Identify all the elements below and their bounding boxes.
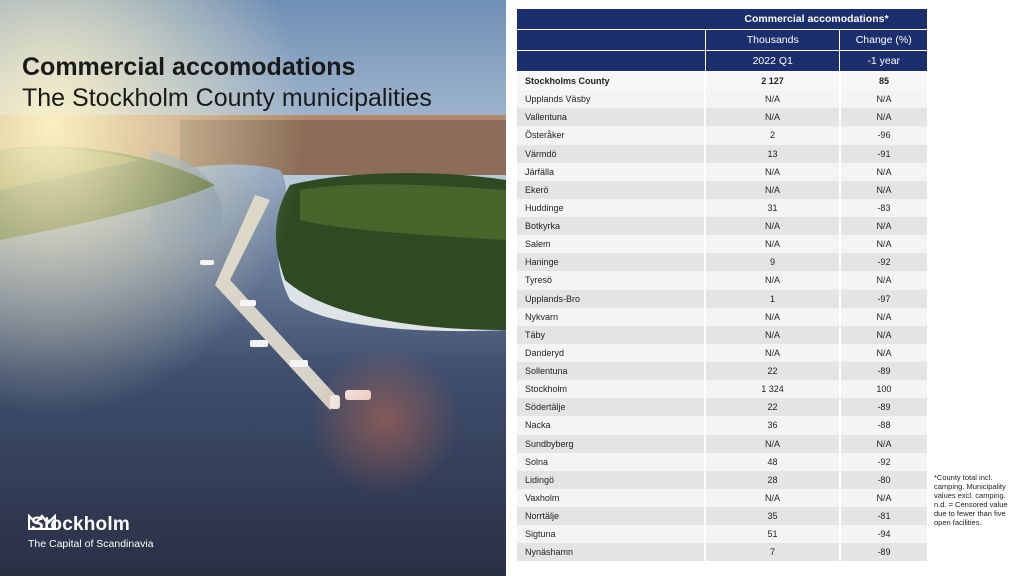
municipality-name: Täby <box>525 329 546 340</box>
municipality-name: Norrtälje <box>525 511 560 522</box>
table-row <box>517 253 927 271</box>
table-header-title-row <box>517 9 927 30</box>
table-row <box>517 108 927 126</box>
table-row <box>517 271 927 289</box>
value-thousands: N/A <box>704 344 839 362</box>
value-thousands: 22 <box>704 362 839 380</box>
logo-tagline: The Capital of Scandinavia <box>28 538 154 550</box>
value-thousands: N/A <box>704 217 839 235</box>
table-body <box>517 72 927 561</box>
slide-title <box>22 52 432 114</box>
municipality-name: Nacka <box>525 420 551 431</box>
table-row <box>517 290 927 308</box>
value-thousands: N/A <box>704 308 839 326</box>
col-period-header: 2022 Q1 <box>705 51 839 71</box>
aerial-photo <box>0 0 506 576</box>
change-percent: N/A <box>839 108 927 126</box>
change-percent: N/A <box>839 90 927 108</box>
value-thousands: 22 <box>704 398 839 416</box>
stockholm-logo <box>28 514 154 550</box>
change-percent: 100 <box>839 380 927 398</box>
footnote: *County total incl. camping. Municipality values excl. camping. n.d. = Censored value due to fewer than five open facilities. <box>934 473 1008 527</box>
table-row <box>517 126 927 144</box>
change-percent: -83 <box>839 199 927 217</box>
municipality-name: Järfälla <box>525 166 555 177</box>
table-row <box>517 326 927 344</box>
change-percent: -97 <box>839 290 927 308</box>
value-thousands: N/A <box>704 489 839 507</box>
table-row <box>517 507 927 525</box>
value-thousands: N/A <box>704 435 839 453</box>
table-row <box>517 525 927 543</box>
value-thousands: 31 <box>704 199 839 217</box>
table-row <box>517 489 927 507</box>
change-percent: -94 <box>839 525 927 543</box>
municipality-name: Sigtuna <box>525 529 556 540</box>
municipality-name: Stockholm <box>525 384 568 395</box>
change-percent: -80 <box>839 471 927 489</box>
value-thousands: 35 <box>704 507 839 525</box>
col-comparison-header: -1 year <box>839 51 927 71</box>
municipality-name: Solna <box>525 456 549 467</box>
change-percent: -89 <box>839 543 927 561</box>
municipality-name: Tyresö <box>525 275 553 286</box>
table-row <box>517 163 927 181</box>
change-percent: N/A <box>839 435 927 453</box>
table-row <box>517 453 927 471</box>
value-thousands: 51 <box>704 525 839 543</box>
municipality-name: Lidingö <box>525 474 555 485</box>
value-thousands: 48 <box>704 453 839 471</box>
table-row <box>517 471 927 489</box>
change-percent: -88 <box>839 416 927 434</box>
title-main: Commercial accomodations <box>22 53 356 81</box>
municipality-name: Stockholms County <box>525 76 610 87</box>
value-thousands: 28 <box>704 471 839 489</box>
municipality-name: Södertälje <box>525 402 566 413</box>
value-thousands: N/A <box>704 181 839 199</box>
table-row <box>517 145 927 163</box>
municipality-name: Nynäshamn <box>525 547 574 558</box>
table-row <box>517 380 927 398</box>
municipality-name: Haninge <box>525 257 559 268</box>
change-percent: N/A <box>839 181 927 199</box>
table-row <box>517 181 927 199</box>
value-thousands: N/A <box>704 326 839 344</box>
title-sub: The Stockholm County municipalities <box>22 84 432 112</box>
municipality-name: Ekerö <box>525 184 549 195</box>
change-percent: -89 <box>839 398 927 416</box>
table-header-columns-row <box>517 30 927 51</box>
logo-wordmark: Stockholm <box>31 514 130 535</box>
change-percent: N/A <box>839 326 927 344</box>
municipality-name: Sundbyberg <box>525 438 574 449</box>
table-header-period-row <box>517 51 927 72</box>
value-thousands: 7 <box>704 543 839 561</box>
value-thousands: N/A <box>704 90 839 108</box>
change-percent: N/A <box>839 235 927 253</box>
change-percent: -81 <box>839 507 927 525</box>
change-percent: N/A <box>839 344 927 362</box>
change-percent: N/A <box>839 271 927 289</box>
municipality-name: Nykvarn <box>525 311 559 322</box>
municipality-name: Huddinge <box>525 202 564 213</box>
municipality-name: Värmdö <box>525 148 557 159</box>
table-header-title: Commercial accomodations* <box>744 13 889 25</box>
municipality-name: Upplands-Bro <box>525 293 581 304</box>
change-percent: -89 <box>839 362 927 380</box>
municipality-name: Vaxholm <box>525 492 560 503</box>
municipality-name: Österåker <box>525 130 565 141</box>
value-thousands: 2 <box>704 126 839 144</box>
municipality-name: Upplands Väsby <box>525 94 591 105</box>
table-row <box>517 398 927 416</box>
accommodations-table <box>517 9 927 561</box>
table-row <box>517 72 927 90</box>
header-blank <box>517 30 705 50</box>
change-percent: -96 <box>839 126 927 144</box>
value-thousands: 9 <box>704 253 839 271</box>
change-percent: N/A <box>839 163 927 181</box>
table-row <box>517 308 927 326</box>
table-row <box>517 435 927 453</box>
value-thousands: N/A <box>704 271 839 289</box>
header-blank <box>517 9 706 29</box>
change-percent: 85 <box>839 72 927 90</box>
header-blank <box>517 51 705 71</box>
value-thousands: 1 <box>704 290 839 308</box>
municipality-name: Botkyrka <box>525 221 561 232</box>
change-percent: -92 <box>839 453 927 471</box>
table-row <box>517 416 927 434</box>
table-row <box>517 235 927 253</box>
value-thousands: 13 <box>704 145 839 163</box>
table-row <box>517 344 927 362</box>
table-row <box>517 217 927 235</box>
crown-icon <box>28 514 56 530</box>
table-row <box>517 543 927 561</box>
municipality-name: Vallentuna <box>525 112 567 123</box>
table-row <box>517 90 927 108</box>
municipality-name: Danderyd <box>525 347 565 358</box>
change-percent: -91 <box>839 145 927 163</box>
value-thousands: N/A <box>704 163 839 181</box>
value-thousands: N/A <box>704 235 839 253</box>
change-percent: N/A <box>839 489 927 507</box>
municipality-name: Sollentuna <box>525 366 568 377</box>
col-change-header: Change (%) <box>839 30 927 50</box>
value-thousands: 36 <box>704 416 839 434</box>
value-thousands: 1 324 <box>704 380 839 398</box>
municipality-name: Salem <box>525 239 551 250</box>
value-thousands: N/A <box>704 108 839 126</box>
col-thousands-header: Thousands <box>705 30 839 50</box>
change-percent: -92 <box>839 253 927 271</box>
change-percent: N/A <box>839 308 927 326</box>
value-thousands: 2 127 <box>704 72 839 90</box>
change-percent: N/A <box>839 217 927 235</box>
table-row <box>517 199 927 217</box>
table-row <box>517 362 927 380</box>
